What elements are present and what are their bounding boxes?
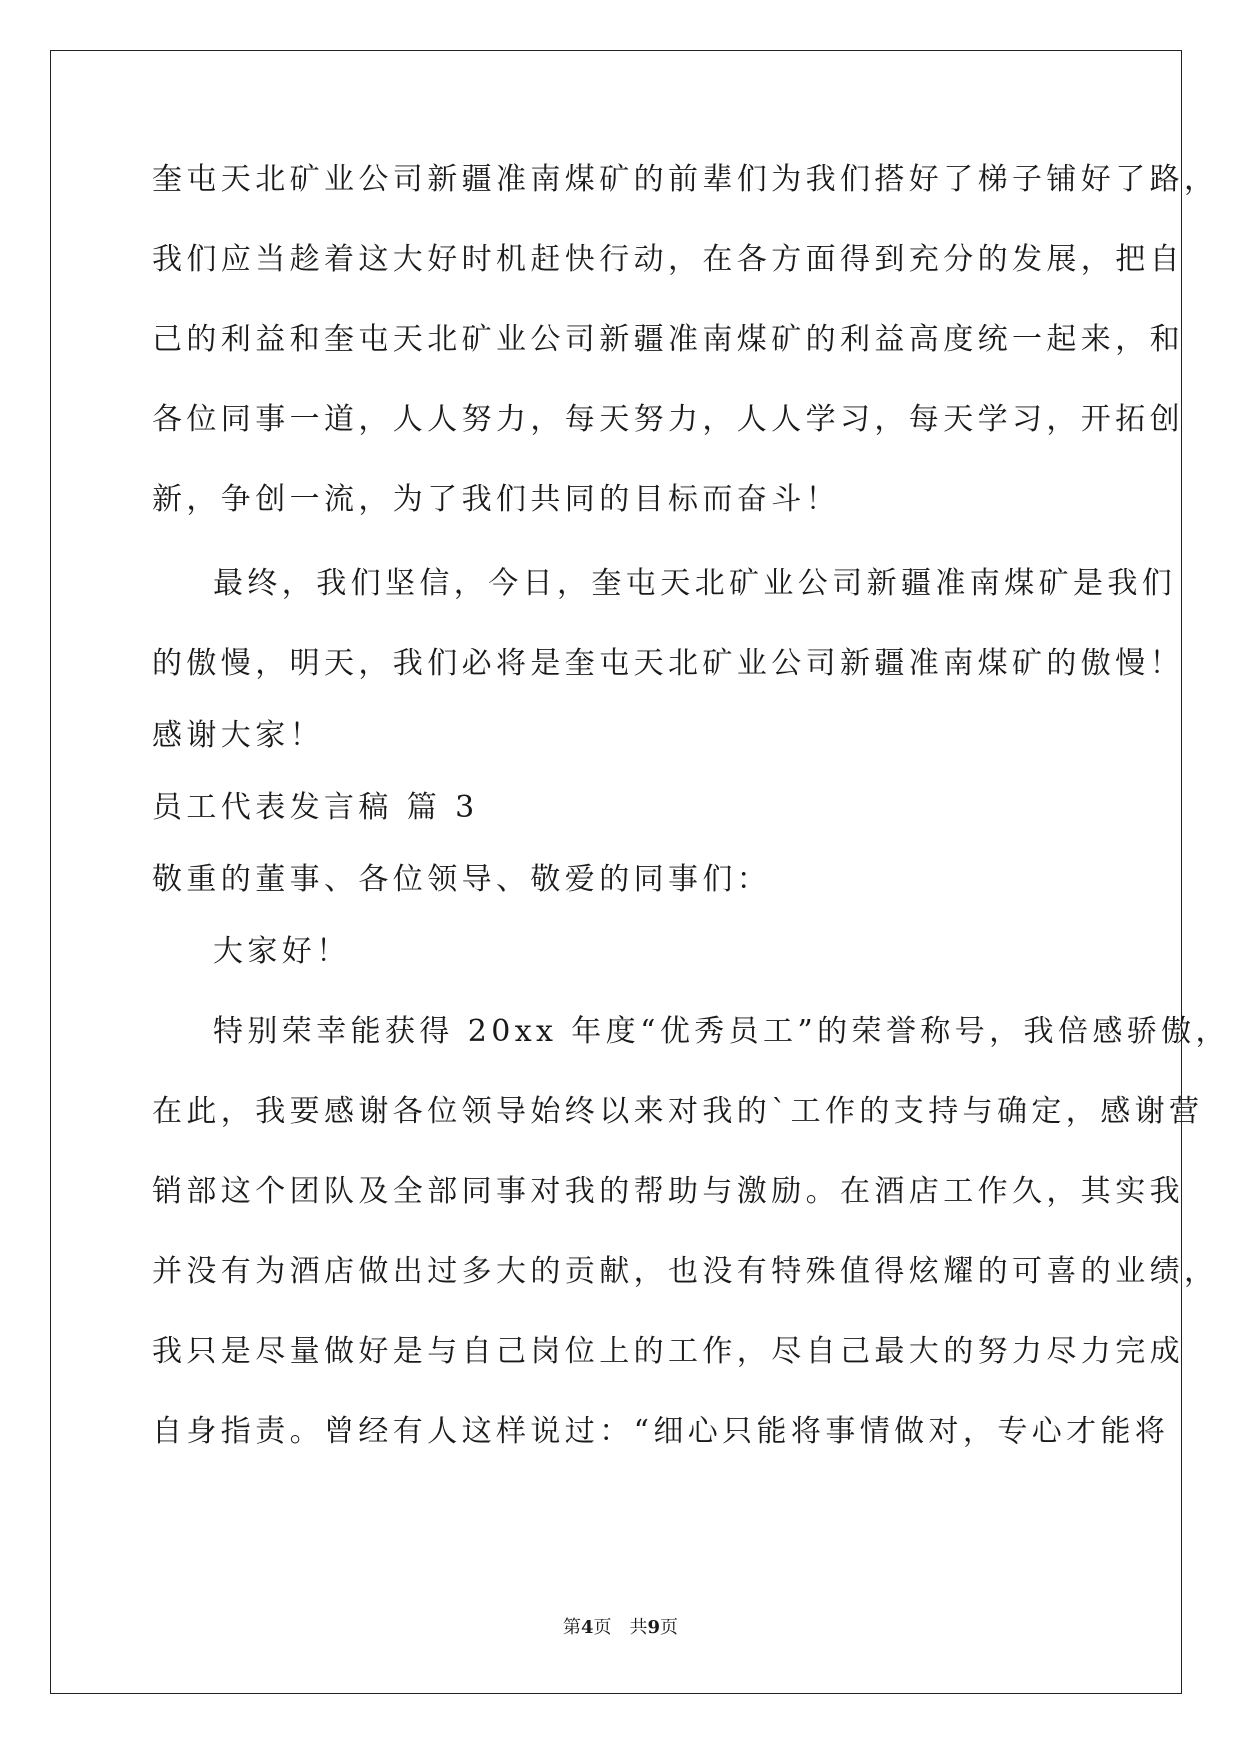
text-line: 特别荣幸能获得 20xx 年度“优秀员工”的荣誉称号，我倍感骄傲， (213, 1014, 1230, 1049)
page-suffix: 页 (593, 1617, 612, 1638)
greeting: 大家好！ (213, 934, 351, 969)
text-line: 新，争创一流，为了我们共同的目标而奋斗！ (152, 482, 840, 517)
text-line: 在此，我要感谢各位领导始终以来对我的`工作的支持与确定，感谢营 (152, 1094, 1204, 1129)
page-footer (0, 1616, 1241, 1640)
salutation: 敬重的董事、各位领导、敬爱的同事们： (152, 862, 772, 897)
text-line: 我们应当趁着这大好时机赶快行动，在各方面得到充分的发展，把自 (152, 242, 1184, 277)
text-line: 感谢大家！ (152, 718, 324, 753)
page-prefix: 第 (562, 1617, 581, 1638)
text-line: 最终，我们坚信，今日，奎屯天北矿业公司新疆准南煤矿是我们 (213, 566, 1177, 601)
total-prefix: 共 (629, 1617, 648, 1638)
text-line: 我只是尽量做好是与自己岗位上的工作，尽自己最大的努力尽力完成 (152, 1334, 1184, 1369)
text-line: 各位同事一道，人人努力，每天努力，人人学习，每天学习，开拓创 (152, 402, 1184, 437)
total-pages: 9 (647, 1617, 661, 1638)
text-line: 并没有为酒店做出过多大的贡献，也没有特殊值得炫耀的可喜的业绩， (152, 1254, 1219, 1289)
total-suffix: 页 (660, 1617, 679, 1638)
text-line: 奎屯天北矿业公司新疆准南煤矿的前辈们为我们搭好了梯子铺好了路， (152, 162, 1219, 197)
page-number: 4 (580, 1617, 594, 1638)
text-line: 销部这个团队及全部同事对我的帮助与激励。在酒店工作久，其实我 (152, 1174, 1184, 1209)
text-line: 己的利益和奎屯天北矿业公司新疆准南煤矿的利益高度统一起来，和 (152, 322, 1184, 357)
section-heading: 员工代表发言稿 篇 3 (152, 790, 479, 825)
text-line: 自身指责。曾经有人这样说过：“细心只能将事情做对，专心才能将 (152, 1414, 1170, 1449)
text-line: 的傲慢，明天，我们必将是奎屯天北矿业公司新疆准南煤矿的傲慢！ (152, 646, 1184, 681)
